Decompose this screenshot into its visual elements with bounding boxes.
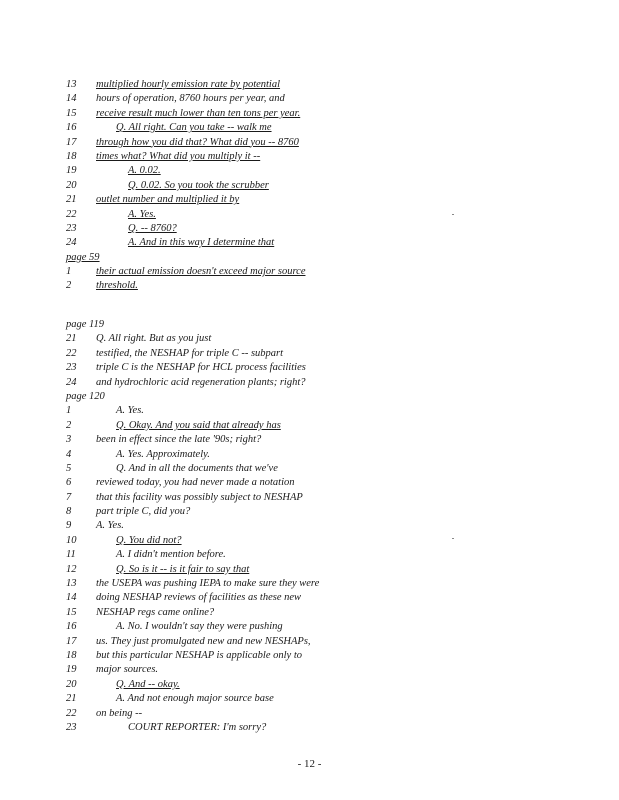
transcript-line [66,404,386,418]
line-text: A. I didn't mention before. [116,549,226,561]
transcript-line [66,448,386,462]
scan-speck [452,538,454,539]
transcript-line [66,707,386,721]
transcript-line [66,279,386,293]
line-text: hours of operation, 8760 hours per year, and [96,93,285,105]
transcript-line [66,476,386,490]
line-number: 17 [66,136,77,148]
line-text: A. No. I wouldn't say they were pushing [116,621,283,633]
line-text: and hydrochloric acid regeneration plants; right? [96,376,306,388]
line-text: that this facility was possibly subject to NESHAP [96,491,303,503]
line-text: us. They just promulgated new and new NESHAPs, [96,635,311,647]
line-text: Q. Okay. And you said that already has [116,419,281,431]
page-marker-text: page 119 [66,319,105,330]
line-text: been in effect since the late '90s; right? [96,434,262,446]
line-text: testified, the NESHAP for triple C -- subpart [96,347,284,359]
line-text: triple C is the NESHAP for HCL process facilities [96,362,306,374]
line-text: COURT REPORTER: I'm sorry? [128,721,267,733]
line-text: major sources. [96,664,159,676]
transcript-line [66,179,386,193]
transcript-line [66,505,386,519]
line-text: A. And in this way I determine that [128,237,275,249]
line-number: 21 [66,194,77,206]
line-number: 17 [66,635,77,647]
line-number: 10 [66,534,77,546]
transcript-line [66,78,386,92]
line-number: 20 [66,678,77,690]
line-text: outlet number and multiplied it by [96,194,240,206]
line-number: 1 [66,405,72,417]
line-text: the USEPA was pushing IEPA to make sure they were [96,578,320,590]
page-marker [66,318,386,332]
line-number: 7 [66,491,72,503]
line-number: 22 [66,707,77,719]
line-number: 19 [66,664,77,676]
transcript-line [66,419,386,433]
line-number: 22 [66,347,77,359]
line-text: A. And not enough major source base [116,693,274,705]
line-number: 23 [66,222,77,234]
transcript-line [66,361,386,375]
line-text: multiplied hourly emission rate by potential [96,79,281,90]
line-number: 12 [66,563,77,575]
line-number: 24 [66,376,77,388]
page-marker [66,251,386,265]
line-number: 21 [66,693,77,705]
line-number: 23 [66,721,77,733]
transcript-line [66,548,386,562]
line-number: 14 [66,93,77,105]
line-number: 16 [66,122,77,134]
line-number: 13 [66,578,77,590]
line-text: Q. And -- okay. [116,678,180,690]
line-number: 3 [66,434,72,446]
transcript-line [66,577,386,591]
transcript-line [66,222,386,236]
transcript-line [66,620,386,634]
transcript-line [66,606,386,620]
transcript-line [66,121,386,135]
line-text: Q. You did not? [116,534,182,546]
line-text: part triple C, did you? [96,506,191,518]
transcript-line [66,265,386,279]
page-marker [66,390,386,404]
line-number: 8 [66,506,72,518]
transcript-line [66,591,386,605]
transcript-line [66,433,386,447]
transcript-line [66,332,386,346]
line-number: 14 [66,592,77,604]
transcript-excerpt-page-58 [66,78,386,294]
line-number: 11 [66,549,76,561]
transcript-line [66,692,386,706]
line-number: 2 [66,419,72,431]
line-text: Q. All right. But as you just [96,333,212,345]
transcript-line [66,376,386,390]
line-number: 15 [66,606,77,618]
line-number: 2 [66,280,72,292]
transcript-line [66,164,386,178]
line-number: 13 [66,79,77,90]
transcript-line [66,107,386,121]
line-text: A. Yes. [116,405,144,417]
transcript-line [66,150,386,164]
scan-speck [452,214,454,215]
transcript-line [66,136,386,150]
line-text: A. Yes. Approximately. [116,448,210,460]
line-number: 4 [66,448,72,460]
line-text: doing NESHAP reviews of facilities as these new [96,592,302,604]
line-text: Q. All right. Can you take -- walk me [116,122,272,134]
line-text: reviewed today, you had never made a notation [96,477,295,489]
transcript-line [66,563,386,577]
transcript-line [66,519,386,533]
transcript-line [66,92,386,106]
transcript-line [66,534,386,548]
line-text: through how you did that? What did you -- 8760 [96,136,299,148]
line-number: 24 [66,237,77,249]
line-text: their actual emission doesn't exceed major source [96,266,306,278]
transcript-line [66,347,386,361]
transcript-line [66,721,386,735]
line-text: threshold. [96,280,138,292]
page-number: - 12 - [297,758,322,770]
line-text: on being -- [96,707,143,719]
transcript-line [66,491,386,505]
line-text: times what? What did you multiply it -- [96,150,261,162]
transcript-line [66,635,386,649]
page-marker-text: page 59 [66,251,100,263]
line-number: 23 [66,362,77,374]
line-text: receive result much lower than ten tons per year. [96,107,301,119]
line-number: 15 [66,107,77,119]
line-text: Q. And in all the documents that we've [116,462,278,474]
line-text: A. Yes. [128,208,156,220]
transcript-line [66,236,386,250]
line-number: 19 [66,165,77,177]
line-text: NESHAP regs came online? [96,606,215,618]
line-number: 5 [66,462,72,474]
transcript-line [66,208,386,222]
line-number: 6 [66,477,72,489]
line-text: but this particular NESHAP is applicable only to [96,649,303,661]
line-text: Q. So is it -- is it fair to say that [116,563,250,575]
transcript-line [66,678,386,692]
line-number: 1 [66,266,72,278]
line-number: 22 [66,208,77,220]
transcript-line [66,193,386,207]
line-number: 18 [66,649,77,661]
page-marker-text: page 120 [66,390,105,402]
line-number: 21 [66,333,77,345]
line-number: 18 [66,150,77,162]
line-number: 9 [66,520,72,532]
line-text: A. Yes. [96,520,124,532]
line-text: Q. 0.02. So you took the scrubber [128,179,269,191]
transcript-line [66,663,386,677]
transcript-excerpt-page-119 [66,318,386,735]
transcript-line [66,462,386,476]
line-text: Q. -- 8760? [128,222,177,234]
line-text: A. 0.02. [128,165,161,177]
line-number: 16 [66,621,77,633]
transcript-line [66,649,386,663]
line-number: 20 [66,179,77,191]
